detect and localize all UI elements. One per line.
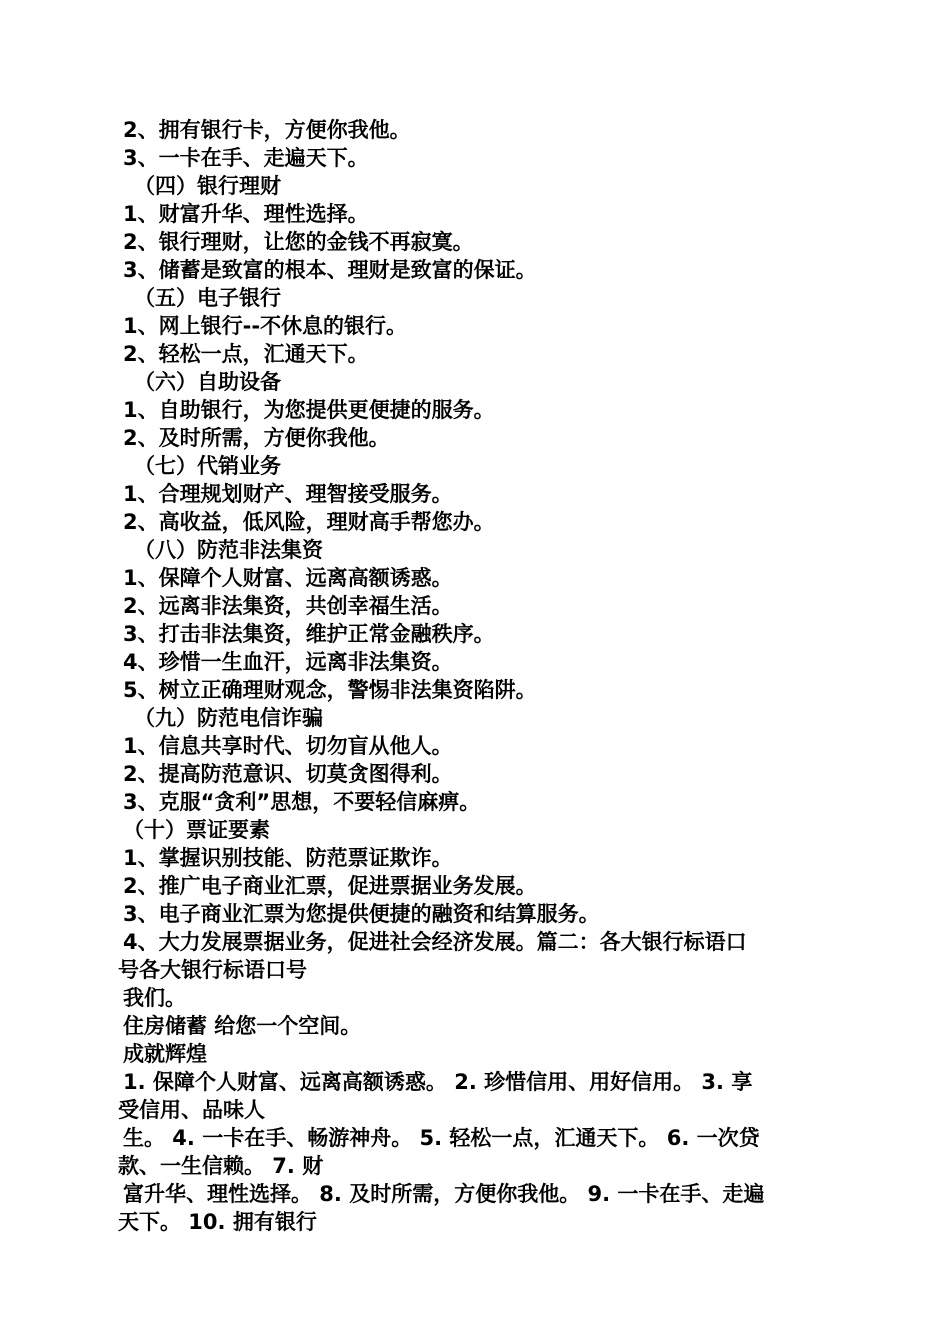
text-line: 2、拥有银行卡，方便你我他。 (123, 118, 411, 142)
text-line: 富升华、理性选择。 8. 及时所需，方便你我他。 9. 一卡在手、走遍 (123, 1182, 765, 1206)
text-line: 号各大银行标语口号 (118, 958, 307, 982)
text-line: 受信用、品味人 (118, 1098, 265, 1122)
text-line: 1、合理规划财产、理智接受服务。 (123, 482, 453, 506)
section-heading: （六）自助设备 (134, 370, 281, 394)
text-line: 1、财富升华、理性选择。 (123, 202, 369, 226)
text-line: 2、轻松一点，汇通天下。 (123, 342, 369, 366)
text-line: 1、掌握识别技能、防范票证欺诈。 (123, 846, 453, 870)
text-line: 1、自助银行，为您提供更便捷的服务。 (123, 398, 495, 422)
section-heading: （十）票证要素 (123, 818, 270, 842)
text-line: 3、克服“贪利”思想，不要轻信麻痹。 (123, 790, 481, 814)
text-line: 3、储蓄是致富的根本、理财是致富的保证。 (123, 258, 537, 282)
text-line: 1、保障个人财富、远离高额诱惑。 (123, 566, 453, 590)
document-body (118, 116, 838, 1236)
text-line: 住房储蓄 给您一个空间。 (123, 1014, 362, 1038)
text-line: 1. 保障个人财富、远离高额诱惑。 2. 珍惜信用、用好信用。 3. 享 (123, 1070, 753, 1094)
text-line: 2、银行理财，让您的金钱不再寂寞。 (123, 230, 474, 254)
text-line: 2、提高防范意识、切莫贪图得利。 (123, 762, 453, 786)
text-line: 成就辉煌 (123, 1042, 207, 1066)
section-heading: （四）银行理财 (134, 174, 281, 198)
section-heading: （七）代销业务 (134, 454, 281, 478)
text-line: 生。 4. 一卡在手、畅游神舟。 5. 轻松一点，汇通天下。 6. 一次贷 (123, 1126, 760, 1150)
text-line: 天下。 10. 拥有银行 (118, 1210, 317, 1234)
text-line: 4、大力发展票据业务，促进社会经济发展。篇二：各大银行标语口 (123, 930, 747, 954)
section-heading: （八）防范非法集资 (134, 538, 323, 562)
text-line: 2、及时所需，方便你我他。 (123, 426, 390, 450)
text-line: 3、一卡在手、走遍天下。 (123, 146, 369, 170)
text-line: 3、打击非法集资，维护正常金融秩序。 (123, 622, 495, 646)
text-line: 1、网上银行--不休息的银行。 (123, 314, 408, 338)
text-line: 4、珍惜一生血汗，远离非法集资。 (123, 650, 453, 674)
section-heading: （九）防范电信诈骗 (134, 706, 323, 730)
text-line: 我们。 (123, 986, 186, 1010)
text-line: 1、信息共享时代、切勿盲从他人。 (123, 734, 453, 758)
text-line: 2、推广电子商业汇票，促进票据业务发展。 (123, 874, 537, 898)
text-line: 2、高收益，低风险，理财高手帮您办。 (123, 510, 495, 534)
text-line: 3、电子商业汇票为您提供便捷的融资和结算服务。 (123, 902, 600, 926)
text-line: 2、远离非法集资，共创幸福生活。 (123, 594, 453, 618)
section-heading: （五）电子银行 (134, 286, 281, 310)
text-line: 5、树立正确理财观念，警惕非法集资陷阱。 (123, 678, 537, 702)
text-line: 款、一生信赖。 7. 财 (118, 1154, 324, 1178)
